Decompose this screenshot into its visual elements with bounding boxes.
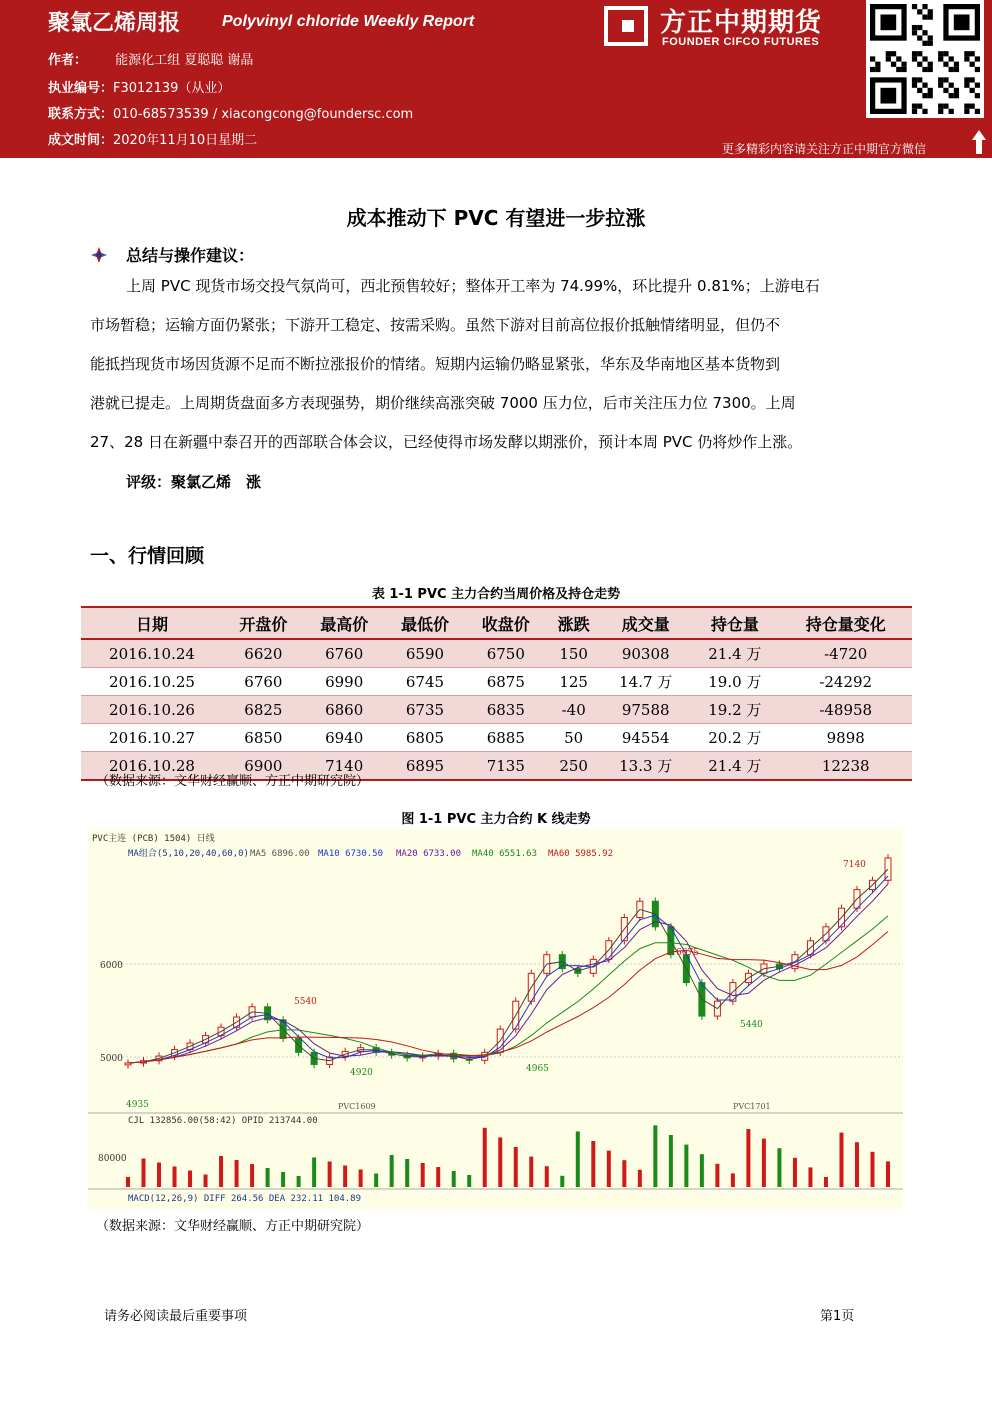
contract-label: PVC1701 [733, 1102, 771, 1111]
qr-module [970, 62, 975, 67]
legend-entry: MA10 6730.50 [318, 849, 384, 859]
qr-module [949, 109, 954, 114]
table-cell: 9898 [779, 724, 912, 752]
legend-entry: MA60 5985.92 [548, 849, 614, 859]
column-header: 持仓量变化 [779, 607, 912, 639]
column-header: 最高价 [304, 607, 385, 639]
company-logo [604, 0, 864, 52]
legend-entry: MA40 6551.63 [472, 849, 538, 859]
volume-bar [142, 1159, 146, 1188]
price-table [81, 606, 912, 781]
volume-bar [700, 1154, 704, 1187]
qr-module [975, 67, 980, 72]
volume-bar [235, 1160, 239, 1187]
qr-module [954, 62, 959, 67]
volume-bar [653, 1125, 657, 1187]
qr-module [870, 56, 875, 61]
volume-bar [638, 1170, 642, 1187]
author-label: 作者： [48, 53, 88, 68]
qr-module [875, 67, 880, 72]
column-header: 成交量 [601, 607, 690, 639]
qr-module [901, 62, 906, 67]
qr-module [928, 35, 933, 40]
page-number: 第1页 [820, 1309, 855, 1324]
logo-mark-icon [604, 6, 648, 46]
volume-bar [684, 1145, 688, 1187]
table-header-row [81, 607, 912, 639]
qr-module [928, 62, 933, 67]
table-cell: 6825 [223, 696, 304, 724]
volume-bar [731, 1173, 735, 1187]
report-title-cn: 聚氯乙烯周报 [48, 11, 181, 36]
volume-bar [591, 1141, 595, 1187]
qr-module [943, 62, 948, 67]
qr-module [917, 35, 922, 40]
table-row [81, 639, 912, 668]
volume-bar [266, 1168, 270, 1187]
table-cell: 21.4 万 [690, 752, 779, 781]
qr-module [912, 83, 917, 88]
qr-module [922, 93, 927, 98]
moving-average-line [128, 869, 888, 1063]
volume-tick: 80000 [98, 1154, 127, 1164]
qr-finder [954, 14, 970, 30]
qr-module [917, 104, 922, 109]
license-line [48, 77, 230, 96]
volume-bar [762, 1139, 766, 1187]
table-cell: 2016.10.27 [81, 724, 223, 752]
volume-bar [839, 1133, 843, 1187]
qr-module [891, 51, 896, 56]
peak-annotation: 7140 [843, 860, 866, 870]
volume-bar [824, 1177, 828, 1187]
table-cell: -40 [546, 696, 601, 724]
qr-module [943, 77, 948, 82]
summary-line: 27、28 日在新疆中泰召开的西部联合体会议，已经使得市场发酵以期涨价，预计本周 PVC 仍将炒作上涨。 [90, 433, 803, 451]
summary-line: 市场暂稳；运输方面仍紧张；下游开工稳定、按需采购。虽然下游对目前高位报价抵触情绪明显，但仍不 [90, 316, 781, 334]
qr-module [964, 77, 969, 82]
qr-finder [880, 14, 896, 30]
table-cell: 6805 [385, 724, 466, 752]
qr-module [922, 41, 927, 46]
table-cell: 50 [546, 724, 601, 752]
qr-module [954, 93, 959, 98]
qr-module [922, 56, 927, 61]
volume-bar [483, 1128, 487, 1187]
diamond-bullet-icon [90, 246, 108, 264]
table-cell: 7135 [465, 752, 546, 781]
column-header: 最低价 [385, 607, 466, 639]
qr-module [954, 88, 959, 93]
chart-legend [128, 847, 613, 859]
contact-label: 联系方式： [48, 107, 114, 122]
table-cell: 21.4 万 [690, 639, 779, 668]
qr-module [901, 67, 906, 72]
y-tick-label: 5000 [100, 1054, 123, 1064]
table-cell: 90308 [601, 639, 690, 668]
report-header [0, 0, 992, 158]
qr-module [912, 56, 917, 61]
volume-label: CJL 132856.00(58:42) OPID 213744.00 [128, 1116, 318, 1126]
qr-module [886, 56, 891, 61]
volume-bar [188, 1171, 192, 1188]
volume-bar [855, 1142, 859, 1187]
trough-annotation: 5440 [740, 1020, 763, 1030]
legend-entry: MA20 6733.00 [396, 849, 462, 859]
qr-module [917, 62, 922, 67]
qr-module [917, 88, 922, 93]
table-cell: 6745 [385, 668, 466, 696]
qr-module [938, 77, 943, 82]
date-value: 2020年11月10日星期二 [113, 133, 258, 148]
qr-module [964, 83, 969, 88]
qr-module [938, 51, 943, 56]
table-cell: 97588 [601, 696, 690, 724]
moving-average-line [128, 876, 888, 1063]
qr-module [975, 83, 980, 88]
candles-group [125, 854, 891, 1068]
qr-module [938, 83, 943, 88]
volume-bar [545, 1166, 549, 1187]
table-row [81, 696, 912, 724]
qr-module [912, 51, 917, 56]
report-main-title: 成本推动下 PVC 有望进一步拉涨 [346, 206, 646, 230]
table-row [81, 724, 912, 752]
logo-text-en: FOUNDER CIFCO FUTURES [662, 36, 820, 48]
table-cell: 6990 [304, 668, 385, 696]
volume-bar [126, 1177, 130, 1187]
qr-code-icon [866, 0, 984, 118]
qr-module [975, 56, 980, 61]
volume-bar [157, 1163, 161, 1188]
qr-module [928, 14, 933, 19]
qr-module [943, 51, 948, 56]
table-cell: 14.7 万 [601, 668, 690, 696]
qr-module [970, 77, 975, 82]
table-cell: 6760 [223, 668, 304, 696]
kline-chart-svg [88, 829, 903, 1209]
volume-bar [343, 1166, 347, 1188]
section-title: 一、行情回顾 [90, 545, 205, 567]
table-cell: 150 [546, 639, 601, 668]
table-cell: 6750 [465, 639, 546, 668]
legend-entry: MA5 6896.00 [250, 849, 310, 859]
qr-module [928, 88, 933, 93]
table-cell: 125 [546, 668, 601, 696]
volume-bar [374, 1174, 378, 1188]
table-cell: 6875 [465, 668, 546, 696]
qr-module [875, 62, 880, 67]
qr-module [938, 109, 943, 114]
table-cell: 13.3 万 [601, 752, 690, 781]
qr-module [964, 56, 969, 61]
qr-module [964, 51, 969, 56]
qr-module [949, 93, 954, 98]
table-cell: 6895 [385, 752, 466, 781]
volume-bar [870, 1152, 874, 1187]
wechat-banner: 更多精彩内容请关注方正中期官方微信 [722, 142, 927, 156]
table-cell: 6900 [223, 752, 304, 781]
table-source: （数据来源：文华财经赢顺、方正中期研究院） [96, 774, 370, 789]
summary-line: 上周 PVC 现货市场交投气氛尚可，西北预售较好；整体开工率为 74.99%，环比提升 0.81%；上游电石 [126, 277, 820, 295]
contact-line [48, 103, 413, 122]
column-header: 日期 [81, 607, 223, 639]
qr-module [964, 104, 969, 109]
qr-module [954, 67, 959, 72]
qr-module [975, 109, 980, 114]
qr-module [922, 14, 927, 19]
volume-bar [390, 1155, 394, 1187]
volume-bar [498, 1137, 502, 1187]
logo-text-cn: 方正中期期货 [660, 8, 823, 38]
qr-module [917, 9, 922, 14]
volume-bar [452, 1171, 456, 1187]
qr-module [964, 109, 969, 114]
figure-source: （数据来源：文华财经赢顺、方正中期研究院） [96, 1219, 370, 1234]
table-row [81, 668, 912, 696]
volume-bar [467, 1175, 471, 1187]
volume-bar [173, 1167, 177, 1188]
qr-module [912, 25, 917, 30]
qr-module [949, 83, 954, 88]
volume-bar [250, 1164, 254, 1187]
up-arrow-icon [972, 130, 986, 154]
volume-bar [607, 1151, 611, 1187]
column-header: 涨跌 [546, 607, 601, 639]
table-cell: 94554 [601, 724, 690, 752]
summary-heading: 总结与操作建议： [126, 246, 255, 265]
contact-value: 010-68573539 / xiacongcong@foundersc.com [113, 107, 414, 122]
column-header: 收盘价 [465, 607, 546, 639]
qr-module [928, 41, 933, 46]
qr-module [943, 88, 948, 93]
trough-annotation: 4920 [350, 1068, 373, 1078]
qr-module [922, 83, 927, 88]
qr-module [975, 93, 980, 98]
qr-module [970, 88, 975, 93]
volume-bar [576, 1131, 580, 1187]
footer-disclaimer: 请务必阅读最后重要事项 [104, 1309, 248, 1324]
qr-finder [880, 88, 896, 104]
summary-line: 港就已提走。上周期货盘面多方表现强势，期价继续高涨突破 7000 压力位，后市关注压力位 7300。上周 [90, 394, 796, 412]
volume-bar [777, 1148, 781, 1187]
qr-module [922, 109, 927, 114]
qr-module [922, 4, 927, 9]
table-cell: 6735 [385, 696, 466, 724]
chart-title: PVC主连 (PCB) 1504) 日线 [92, 834, 215, 844]
qr-module [912, 77, 917, 82]
qr-module [896, 56, 901, 61]
volume-bar [560, 1176, 564, 1187]
qr-module [912, 104, 917, 109]
table-cell: 6590 [385, 639, 466, 668]
table-cell: 6885 [465, 724, 546, 752]
legend-entry: MA组合(5,10,20,40,60,0) [128, 849, 249, 859]
table-cell: 6760 [304, 639, 385, 668]
qr-module [949, 67, 954, 72]
summary-paragraph [90, 267, 900, 462]
peak-annotation: 5540 [294, 997, 317, 1007]
table-cell: 19.2 万 [690, 696, 779, 724]
volume-bar [312, 1158, 316, 1188]
volume-bar [793, 1158, 797, 1187]
table-cell: -48958 [779, 696, 912, 724]
volume-bar [297, 1176, 301, 1187]
macd-label: MACD(12,26,9) DIFF 264.56 DEA 232.11 104.89 [128, 1194, 361, 1204]
column-header: 持仓量 [690, 607, 779, 639]
table-caption: 表 1-1 PVC 主力合约当周价格及持仓走势 [371, 587, 621, 602]
author-value: 能源化工组 夏聪聪 谢晶 [115, 53, 254, 68]
date-label: 成文时间： [48, 133, 114, 148]
qr-module [928, 93, 933, 98]
qr-module [912, 109, 917, 114]
qr-module [917, 51, 922, 56]
table-cell: 7140 [304, 752, 385, 781]
qr-module [886, 51, 891, 56]
qr-module [917, 77, 922, 82]
table-cell: 6940 [304, 724, 385, 752]
qr-module [938, 104, 943, 109]
qr-module [922, 67, 927, 72]
volume-bar [715, 1164, 719, 1187]
volume-bar [219, 1156, 223, 1187]
volume-bars-group [126, 1125, 890, 1187]
kline-chart [88, 829, 903, 1209]
table-cell: 6850 [223, 724, 304, 752]
qr-module [922, 30, 927, 35]
table-cell: 6860 [304, 696, 385, 724]
table-cell: -24292 [779, 668, 912, 696]
contract-label: PVC1609 [338, 1102, 376, 1111]
volume-bar [622, 1160, 626, 1187]
table-cell: 2016.10.26 [81, 696, 223, 724]
y-tick-label: 6000 [100, 961, 123, 971]
license-label: 执业编号： [48, 81, 114, 96]
volume-bar [328, 1162, 332, 1188]
volume-bar [405, 1159, 409, 1187]
trough-annotation: 4935 [126, 1100, 149, 1110]
qr-module [891, 62, 896, 67]
table-cell: 6835 [465, 696, 546, 724]
figure-caption: 图 1-1 PVC 主力合约 K 线走势 [401, 812, 591, 827]
qr-module [928, 67, 933, 72]
volume-bar [281, 1172, 285, 1187]
moving-average-line [128, 884, 888, 1063]
volume-bar [436, 1167, 440, 1187]
table-cell: 2016.10.24 [81, 639, 223, 668]
table-cell: -4720 [779, 639, 912, 668]
table-cell: 20.2 万 [690, 724, 779, 752]
report-title-en: Polyvinyl chloride Weekly Report [222, 13, 475, 30]
volume-bar [204, 1175, 208, 1188]
trough-annotation: 4965 [526, 1064, 549, 1074]
qr-module [870, 67, 875, 72]
volume-bar [359, 1170, 363, 1188]
table-cell: 6620 [223, 639, 304, 668]
table-cell: 250 [546, 752, 601, 781]
table-cell: 12238 [779, 752, 912, 781]
qr-module [949, 56, 954, 61]
qr-module [943, 104, 948, 109]
rating-text: 评级：聚氯乙烯 涨 [126, 473, 262, 491]
volume-bar [669, 1135, 673, 1187]
summary-line: 能抵挡现货市场因货源不足而不断拉涨报价的情绪。短期内运输仍略显紧张，华东及华南地区基本货物到 [90, 355, 781, 373]
volume-bar [514, 1147, 518, 1187]
author-line [48, 49, 253, 68]
qr-module [912, 30, 917, 35]
qr-module [917, 25, 922, 30]
volume-bar [886, 1161, 890, 1187]
volume-bar [529, 1157, 533, 1187]
license-value: F3012139（从业） [113, 81, 231, 96]
qr-module [970, 51, 975, 56]
table-cell: 2016.10.28 [81, 752, 223, 781]
qr-module [970, 104, 975, 109]
qr-module [912, 4, 917, 9]
table-cell: 19.0 万 [690, 668, 779, 696]
volume-bar [746, 1129, 750, 1187]
volume-bar [808, 1167, 812, 1187]
volume-bar [421, 1163, 425, 1187]
table-cell: 2016.10.25 [81, 668, 223, 696]
qr-module [896, 67, 901, 72]
qr-module [938, 56, 943, 61]
qr-module [928, 9, 933, 14]
moving-averages-group [128, 869, 888, 1063]
date-line [48, 129, 257, 148]
column-header: 开盘价 [223, 607, 304, 639]
moving-average-line [128, 916, 888, 1063]
peak-annotation: 6675 [676, 948, 699, 958]
